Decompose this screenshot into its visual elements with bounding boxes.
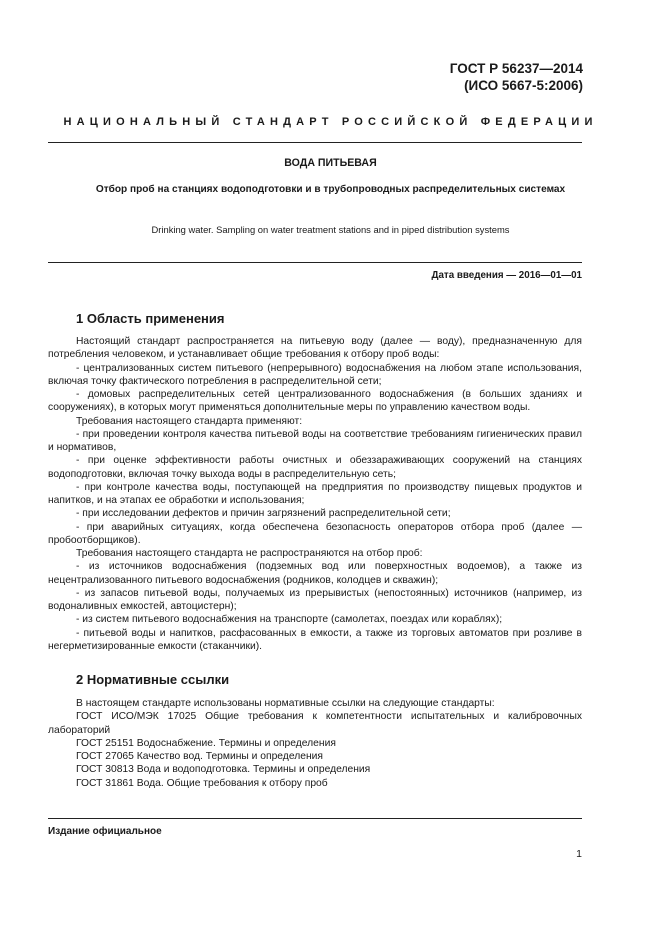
paragraph: - из источников водоснабжения (подземных вод или поверхностных водоемов), а также из нецентрализованного питьевого водоснабжения (родников, колодцев и скважин); xyxy=(48,561,582,586)
english-title: Drinking water. Sampling on water treatment stations and in piped distribution systems xyxy=(151,224,510,235)
iso-number: (ИСО 5667-5:2006) xyxy=(464,78,583,93)
section-1-body xyxy=(48,335,582,653)
paragraph: - централизованных систем питьевого (непрерывного) водоснабжения на любом этапе использования, включая точку фактического потребления в распределительной сети; xyxy=(48,362,582,387)
paragraph: Требования настоящего стандарта применяют: xyxy=(76,415,303,427)
paragraph: - при аварийных ситуациях, когда обеспечена безопасность операторов отбора проб (далее — пробоотборщиков). xyxy=(48,521,582,546)
top-divider xyxy=(48,142,582,143)
title-divider xyxy=(48,262,582,263)
paragraph: Требования настоящего стандарта не распространяются на отбор проб: xyxy=(76,548,423,559)
paragraph: - при исследовании дефектов и причин загрязнений распределительной сети; xyxy=(76,508,451,520)
section-2-body xyxy=(48,697,582,790)
reference-item: ГОСТ ИСО/МЭК 17025 Общие требования к компетентности испытательных и калибровочных лабораторий xyxy=(48,711,582,736)
paragraph: - питьевой воды и напитков, расфасованных в емкости, а также из торговых автоматов при розливе в негерметизированные емкости (стаканчики). xyxy=(48,627,582,652)
paragraph: - из запасов питьевой воды, получаемых из прерывистых (непостоянных) источников (например, из водоналивных емкостей, автоцистерн); xyxy=(48,587,582,612)
reference-item: ГОСТ 30813 Вода и водоподготовка. Термины и определения xyxy=(76,764,371,776)
section-2-heading: 2 Нормативные ссылки xyxy=(76,672,230,687)
section-1-heading: 1 Область применения xyxy=(76,311,225,326)
reference-item: ГОСТ 31861 Вода. Общие требования к отбору проб xyxy=(76,777,328,789)
document-subtitle: Отбор проб на станциях водоподготовки и в трубопроводных распределительных системах xyxy=(95,184,566,195)
official-edition-label: Издание официальное xyxy=(48,826,162,837)
standard-number: ГОСТ Р 56237—2014 xyxy=(449,61,583,76)
introduction-date: Дата введения — 2016—01—01 xyxy=(431,270,582,281)
reference-item: ГОСТ 25151 Водоснабжение. Термины и определения xyxy=(76,737,336,749)
paragraph: - при проведении контроля качества питьевой воды на соответствие требованиям гигиенических правил и нормативов, xyxy=(48,428,582,453)
paragraph: Настоящий стандарт распространяется на питьевую воду (далее — воду), предназначенную для потребления человеком, и устанавливает общие требования к отбору проб воды: xyxy=(48,336,582,361)
paragraph: - при контроле качества воды, поступающей на предприятия по производству пищевых продуктов и напитков, и на этапах ее обработки и использования; xyxy=(48,481,582,506)
paragraph: - домовых распределительных сетей централизованного водоснабжения (в больших зданиях и сооружениях), в которых могут применяться дополнительные меры по управлению качеством воды. xyxy=(48,389,582,414)
paragraph: - при оценке эффективности работы очистных и обеззараживающих сооружений на станциях водоподготовки, включая точку выхода воды в распределительную сеть; xyxy=(48,455,582,480)
document-title: ВОДА ПИТЬЕВАЯ xyxy=(284,157,377,169)
paragraph: - из систем питьевого водоснабжения на транспорте (самолетах, поездах или кораблях); xyxy=(76,614,503,626)
paragraph: В настоящем стандарте использованы нормативные ссылки на следующие стандарты: xyxy=(76,698,495,709)
national-standard-title: НАЦИОНАЛЬНЫЙ СТАНДАРТ РОССИЙСКОЙ ФЕДЕРАЦИИ xyxy=(63,116,598,128)
standard-designation xyxy=(450,60,583,94)
footer-divider xyxy=(48,818,582,819)
reference-item: ГОСТ 27065 Качество вод. Термины и определения xyxy=(76,751,323,762)
page-number: 1 xyxy=(576,848,582,860)
